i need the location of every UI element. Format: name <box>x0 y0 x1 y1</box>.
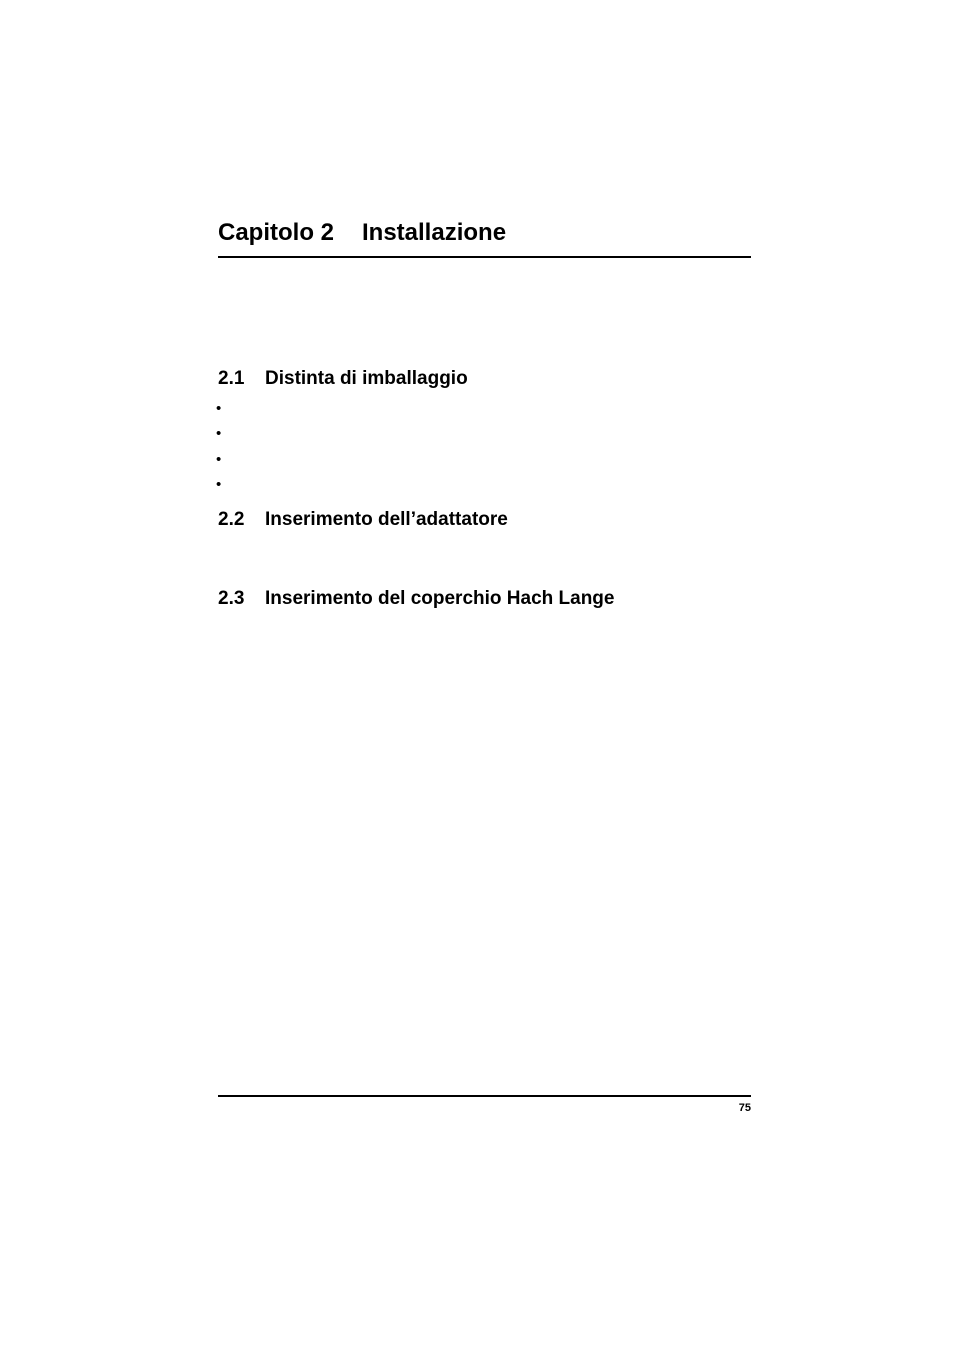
bullet-item: • <box>216 451 222 468</box>
chapter-number: Capitolo 2 <box>218 219 335 246</box>
section-heading-2-2 <box>218 508 508 532</box>
bullet-item: • <box>216 476 222 493</box>
page-number: 75 <box>738 1102 751 1114</box>
chapter-header <box>218 218 751 258</box>
section-heading-2-1 <box>218 367 468 391</box>
bullet-item: • <box>216 425 222 442</box>
section-number: 2.3 <box>218 588 245 609</box>
section-number: 2.1 <box>218 368 245 389</box>
section-title: Inserimento dell’adattatore <box>265 509 508 530</box>
section-title: Distinta di imballaggio <box>265 368 468 389</box>
section-number: 2.2 <box>218 509 245 530</box>
footer-divider <box>218 1095 751 1097</box>
bullet-item: • <box>216 400 222 417</box>
chapter-title <box>218 218 751 248</box>
chapter-name: Installazione <box>362 219 507 246</box>
section-heading-2-3 <box>218 587 614 611</box>
section-title: Inserimento del coperchio Hach Lange <box>265 588 615 609</box>
